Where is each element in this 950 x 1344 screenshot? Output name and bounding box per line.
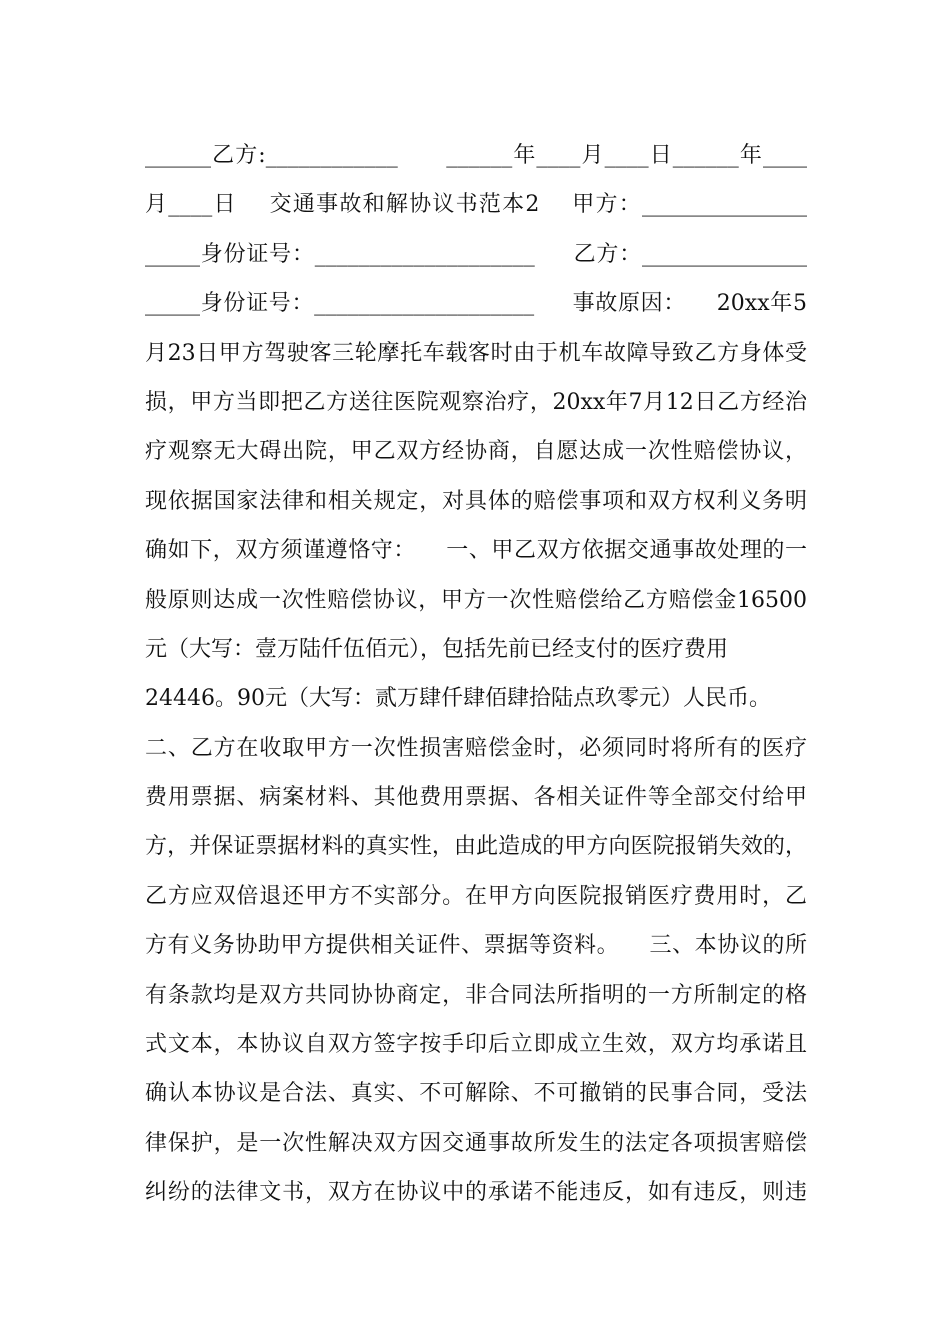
text-line: 现依据国家法律和相关规定，对具体的赔偿事项和双方权利义务明 [145,488,807,514]
text-line: 元（大写：壹万陆仟伍佰元），包括先前已经支付的医疗费用 [145,636,729,662]
text-line: 方有义务协助甲方提供相关证件、票据等资料。 三、本协议的所 [145,933,807,959]
text-line: 纠纷的法律文书，双方在协议中的承诺不能违反，如有违反，则违 [145,1180,807,1206]
text-line: 方，并保证票据材料的真实性，由此造成的甲方向医院报销失效的， [145,834,807,860]
text-line: _____身份证号：____________________ 事故原因： 20xx年5 [145,291,807,317]
text-line: _____身份证号：____________________ 乙方：_______________ [145,241,807,267]
text-line: 二、乙方在收取甲方一次性损害赔偿金时，必须同时将所有的医疗 [145,735,807,761]
text-line: 般原则达成一次性赔偿协议，甲方一次性赔偿给乙方赔偿金16500 [145,587,807,613]
text-line: 损，甲方当即把乙方送往医院观察治疗，20xx年7月12日乙方经治 [145,389,807,415]
agreement-body-text [145,131,807,1218]
text-line: 月23日甲方驾驶客三轮摩托车载客时由于机车故障导致乙方身体受 [145,340,807,366]
text-line: ______乙方:____________ ______年____月____日______年____ [145,143,807,168]
text-line: 确认本协议是合法、真实、不可解除、不可撤销的民事合同，受法 [145,1081,807,1107]
text-line: 有条款均是双方共同协协商定，非合同法所指明的一方所制定的格 [145,982,807,1008]
text-line: 律保护，是一次性解决双方因交通事故所发生的法定各项损害赔偿 [145,1130,807,1156]
text-line: 费用票据、病案材料、其他费用票据、各相关证件等全部交付给甲 [145,785,807,811]
text-line: 确如下，双方须谨遵恪守： 一、甲乙双方依据交通事故处理的一 [145,538,807,564]
text-line: 疗观察无大碍出院，甲乙双方经协商，自愿达成一次性赔偿协议， [145,439,807,465]
text-line: 24446。90元（大写：贰万肆仟肆佰肆拾陆点玖零元）人民币。 [145,686,771,712]
text-line: 月____日 交通事故和解协议书范本2 甲方：_______________ [145,192,807,218]
text-line: 式文本，本协议自双方签字按手印后立即成立生效，双方均承诺且 [145,1032,807,1058]
text-line: 乙方应双倍退还甲方不实部分。在甲方向医院报销医疗费用时，乙 [145,883,807,909]
